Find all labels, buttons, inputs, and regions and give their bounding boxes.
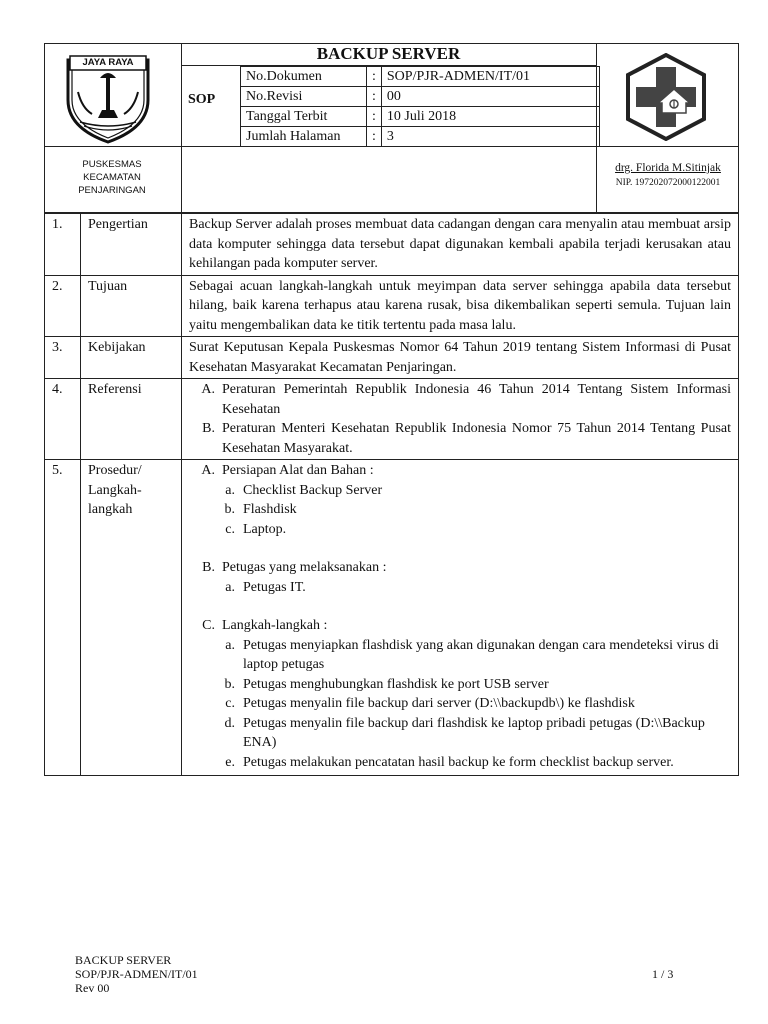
row-label-line: Langkah- xyxy=(88,482,142,498)
sop-content-table xyxy=(44,213,739,776)
meta-value: 3 xyxy=(381,127,599,147)
list-marker: a. xyxy=(225,579,235,595)
meta-value: SOP/PJR-ADMEN/IT/01 xyxy=(381,67,599,87)
list-item xyxy=(189,714,731,753)
list-text: Flashdisk xyxy=(243,502,297,517)
meta-sep: : xyxy=(367,87,382,107)
meta-label: No.Revisi xyxy=(241,87,367,107)
procedure-section xyxy=(189,616,731,636)
list-text: Peraturan Menteri Kesehatan Republik Indonesia Nomor 75 Tahun 2014 Tentang Pusat Kesehatan Masyarakat. xyxy=(222,421,731,456)
row-number: 3. xyxy=(45,337,81,379)
section-title: Petugas yang melaksanakan : xyxy=(222,560,387,575)
list-text: Petugas IT. xyxy=(243,579,306,595)
list-item xyxy=(189,636,731,675)
meta-label: Tanggal Terbit xyxy=(241,107,367,127)
meta-row xyxy=(241,87,600,107)
list-marker: A. xyxy=(201,382,215,397)
list-text: Petugas melakukan pencatatan hasil backup ke form checklist backup server. xyxy=(243,754,674,770)
list-text: Petugas menyiapkan flashdisk yang akan digunakan dengan cara mendeteksi virus di laptop petugas xyxy=(243,637,719,672)
list-item xyxy=(189,753,731,773)
row-label xyxy=(81,460,182,776)
list-marker: c. xyxy=(225,521,235,537)
meta-sep: : xyxy=(367,67,382,87)
list-text: Petugas menyalin file backup dari flashdisk ke laptop pribadi petugas (D:\\Backup ENA) xyxy=(243,715,705,750)
meta-row xyxy=(241,67,600,87)
row-number: 5. xyxy=(45,460,81,776)
logo-text: JAYA RAYA xyxy=(82,57,134,68)
list-text: Peraturan Pemerintah Republik Indonesia 46 Tahun 2014 Tentang Sistem Informasi Kesehatan xyxy=(222,382,731,417)
org-line-3: PENJARINGAN xyxy=(78,185,146,196)
list-marker: b. xyxy=(224,676,235,692)
meta-value: 10 Juli 2018 xyxy=(381,107,599,127)
list-text: Checklist Backup Server xyxy=(243,482,383,498)
section-row-tujuan xyxy=(45,275,739,337)
row-label: Pengertian xyxy=(81,214,182,276)
section-row-referensi xyxy=(45,379,739,460)
procedure-section xyxy=(189,461,731,481)
document-meta-table xyxy=(240,66,600,147)
page-number: 1 / 3 xyxy=(652,967,674,981)
puskesmas-logo xyxy=(624,53,708,141)
row-text: Sebagai acuan langkah-langkah untuk meyimpan data server sehingga apabila data tersebut hilang, baik karena terhapus atau karena rusak, bisa dikembalikan seperti semula. Tujuan lain yaitu mengembalikan data ke titik tertentu pada masa lalu. xyxy=(182,275,739,337)
org-line-1: PUSKESMAS xyxy=(82,159,142,170)
list-marker: d. xyxy=(224,715,235,731)
page-title: BACKUP SERVER xyxy=(316,44,461,63)
section-title: Persiapan Alat dan Bahan : xyxy=(222,463,374,478)
list-item xyxy=(189,520,731,540)
list-marker: a. xyxy=(225,482,235,498)
list-item xyxy=(189,675,731,695)
sop-label: SOP xyxy=(188,92,216,107)
spacer xyxy=(189,597,731,616)
reference-list xyxy=(182,379,739,460)
spacer xyxy=(189,539,731,558)
list-marker: e. xyxy=(225,754,235,770)
section-row-prosedur xyxy=(45,460,739,776)
list-item xyxy=(189,694,731,714)
jaya-raya-logo xyxy=(62,52,154,144)
signer-name: drg. Florida M.Sitinjak xyxy=(615,162,721,174)
row-label-line: langkah xyxy=(88,502,133,517)
section-row-pengertian xyxy=(45,214,739,276)
list-item xyxy=(189,481,731,501)
procedure-list xyxy=(182,460,739,776)
header-divider-left xyxy=(181,43,182,213)
list-item xyxy=(189,578,731,598)
meta-sep: : xyxy=(367,127,382,147)
row-text: Backup Server adalah proses membuat data cadangan dengan cara menyalin atau membuat arsip data komputer sehingga data tersebut dapat digunakan kembali apabila terjadi kerusakan atau kehilangan pada komputer server. xyxy=(182,214,739,276)
list-marker: A. xyxy=(201,463,215,478)
list-text: Petugas menghubungkan flashdisk ke port USB server xyxy=(243,676,549,692)
list-text: Laptop. xyxy=(243,521,287,537)
row-number: 4. xyxy=(45,379,81,460)
meta-label: Jumlah Halaman xyxy=(241,127,367,147)
list-item xyxy=(189,380,731,419)
meta-row xyxy=(241,127,600,147)
list-text: Petugas menyalin file backup dari server (D:\\backupdb\) ke flashdisk xyxy=(243,696,635,711)
footer-doc-number: SOP/PJR-ADMEN/IT/01 xyxy=(75,967,198,981)
list-marker: a. xyxy=(225,637,235,653)
list-marker: B. xyxy=(202,560,215,575)
row-label: Referensi xyxy=(81,379,182,460)
meta-sep: : xyxy=(367,107,382,127)
list-marker: c. xyxy=(225,696,235,711)
list-marker: b. xyxy=(224,502,235,517)
section-title: Langkah-langkah : xyxy=(222,618,328,633)
org-line-2: KECAMATAN xyxy=(83,172,141,183)
meta-value: 00 xyxy=(381,87,599,107)
list-item xyxy=(189,500,731,520)
list-item xyxy=(189,419,731,458)
list-marker: B. xyxy=(202,421,215,436)
row-number: 1. xyxy=(45,214,81,276)
row-number: 2. xyxy=(45,275,81,337)
footer-revision: Rev 00 xyxy=(75,981,110,995)
signer-nip: NIP. 197202072000122001 xyxy=(615,178,721,188)
section-row-kebijakan xyxy=(45,337,739,379)
list-marker: C. xyxy=(202,618,215,633)
row-text: Surat Keputusan Kepala Puskesmas Nomor 64 Tahun 2019 tentang Sistem Informasi di Pusat Kesehatan Masyarakat Kecamatan Penjaringan. xyxy=(182,337,739,379)
page-footer xyxy=(75,953,198,995)
meta-label: No.Dokumen xyxy=(241,67,367,87)
row-label: Tujuan xyxy=(81,275,182,337)
footer-title: BACKUP SERVER xyxy=(75,953,172,967)
row-label-line: Prosedur/ xyxy=(88,463,142,478)
row-label: Kebijakan xyxy=(81,337,182,379)
puskesmas-cross-icon xyxy=(624,53,708,141)
org-name xyxy=(50,158,174,197)
procedure-section xyxy=(189,558,731,578)
meta-row xyxy=(241,107,600,127)
